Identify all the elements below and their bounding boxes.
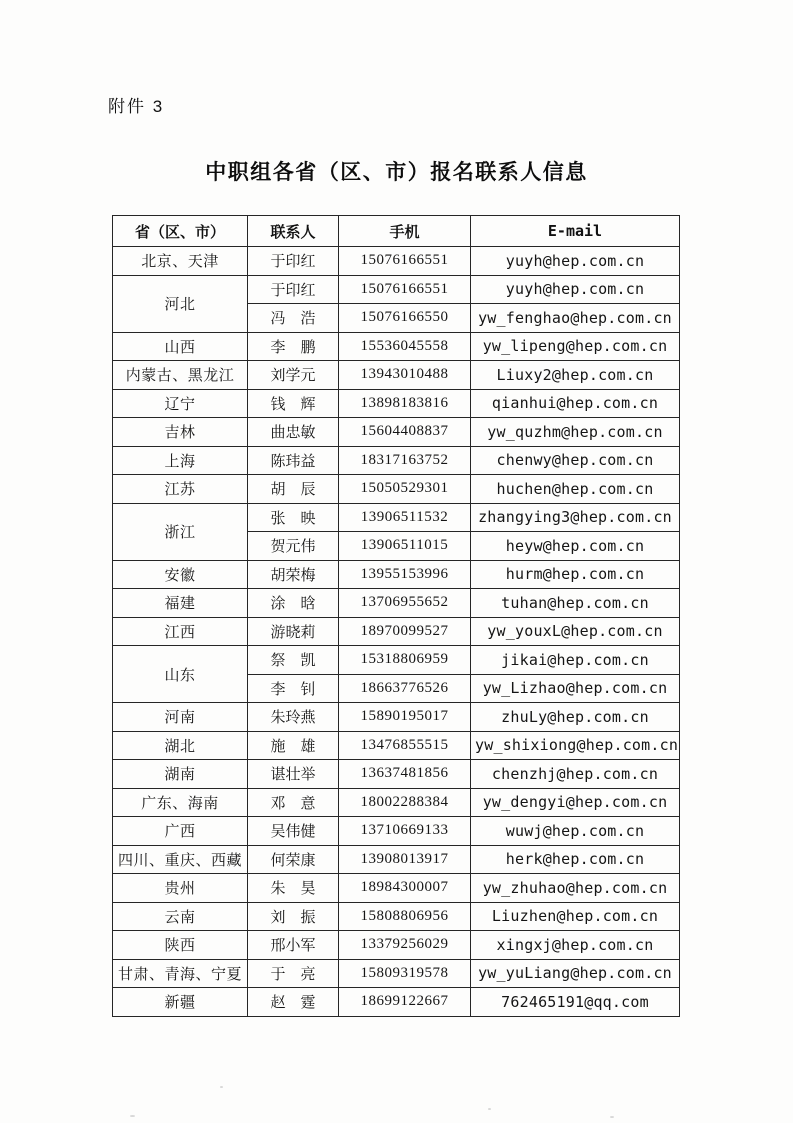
phone-cell: 15318806959 bbox=[339, 646, 471, 675]
province-cell: 福建 bbox=[113, 589, 248, 618]
contact-name-cell: 刘学元 bbox=[248, 361, 339, 390]
column-header-contact: 联系人 bbox=[248, 216, 339, 247]
table-row bbox=[113, 788, 680, 817]
table-row bbox=[113, 475, 680, 504]
contact-name-cell: 贺元伟 bbox=[248, 532, 339, 561]
phone-cell: 13710669133 bbox=[339, 817, 471, 846]
contact-name-cell: 祭 凯 bbox=[248, 646, 339, 675]
column-header-phone: 手机 bbox=[339, 216, 471, 247]
province-cell: 湖南 bbox=[113, 760, 248, 789]
contact-name-cell: 曲忠敏 bbox=[248, 418, 339, 447]
email-cell: heyw@hep.com.cn bbox=[471, 532, 680, 561]
contact-name-cell: 邓 意 bbox=[248, 788, 339, 817]
table-row bbox=[113, 988, 680, 1017]
phone-cell: 15604408837 bbox=[339, 418, 471, 447]
phone-cell: 15809319578 bbox=[339, 959, 471, 988]
attachment-label: 附件 3 bbox=[108, 97, 165, 116]
province-cell: 山西 bbox=[113, 332, 248, 361]
province-cell: 四川、重庆、西藏 bbox=[113, 845, 248, 874]
table-row bbox=[113, 902, 680, 931]
table-row bbox=[113, 845, 680, 874]
contact-name-cell: 于 亮 bbox=[248, 959, 339, 988]
column-header-email: E-mail bbox=[471, 216, 680, 247]
phone-cell: 18984300007 bbox=[339, 874, 471, 903]
phone-cell: 15076166551 bbox=[339, 275, 471, 304]
province-cell: 江西 bbox=[113, 617, 248, 646]
phone-cell: 15050529301 bbox=[339, 475, 471, 504]
province-cell: 广东、海南 bbox=[113, 788, 248, 817]
province-cell: 河南 bbox=[113, 703, 248, 732]
table-row bbox=[113, 731, 680, 760]
email-cell: 762465191@qq.com bbox=[471, 988, 680, 1017]
phone-cell: 13955153996 bbox=[339, 560, 471, 589]
contact-name-cell: 胡 辰 bbox=[248, 475, 339, 504]
email-cell: yuyh@hep.com.cn bbox=[471, 247, 680, 276]
province-cell: 云南 bbox=[113, 902, 248, 931]
scan-noise bbox=[610, 1116, 614, 1118]
contact-name-cell: 钱 辉 bbox=[248, 389, 339, 418]
province-cell: 陕西 bbox=[113, 931, 248, 960]
scan-noise bbox=[220, 1086, 223, 1088]
column-header-province: 省（区、市） bbox=[113, 216, 248, 247]
table-row bbox=[113, 931, 680, 960]
province-cell: 湖北 bbox=[113, 731, 248, 760]
email-cell: tuhan@hep.com.cn bbox=[471, 589, 680, 618]
phone-cell: 15536045558 bbox=[339, 332, 471, 361]
email-cell: herk@hep.com.cn bbox=[471, 845, 680, 874]
email-cell: yw_shixiong@hep.com.cn bbox=[471, 731, 680, 760]
phone-cell: 13637481856 bbox=[339, 760, 471, 789]
contact-name-cell: 吴伟健 bbox=[248, 817, 339, 846]
contact-name-cell: 李 鹏 bbox=[248, 332, 339, 361]
table-row bbox=[113, 589, 680, 618]
phone-cell: 13476855515 bbox=[339, 731, 471, 760]
province-cell: 河北 bbox=[113, 275, 248, 332]
email-cell: yw_yuLiang@hep.com.cn bbox=[471, 959, 680, 988]
table-row bbox=[113, 389, 680, 418]
province-cell: 新疆 bbox=[113, 988, 248, 1017]
contact-name-cell: 张 映 bbox=[248, 503, 339, 532]
province-cell: 江苏 bbox=[113, 475, 248, 504]
email-cell: chenzhj@hep.com.cn bbox=[471, 760, 680, 789]
scan-noise bbox=[488, 1108, 491, 1110]
contact-name-cell: 朱玲燕 bbox=[248, 703, 339, 732]
email-cell: yw_dengyi@hep.com.cn bbox=[471, 788, 680, 817]
contact-name-cell: 赵 霆 bbox=[248, 988, 339, 1017]
table-row bbox=[113, 646, 680, 675]
email-cell: yw_youxL@hep.com.cn bbox=[471, 617, 680, 646]
phone-cell: 13906511532 bbox=[339, 503, 471, 532]
email-cell: zhuLy@hep.com.cn bbox=[471, 703, 680, 732]
contact-name-cell: 胡荣梅 bbox=[248, 560, 339, 589]
table-body bbox=[113, 247, 680, 1017]
phone-cell: 18970099527 bbox=[339, 617, 471, 646]
contact-name-cell: 游晓莉 bbox=[248, 617, 339, 646]
phone-cell: 13943010488 bbox=[339, 361, 471, 390]
email-cell: huchen@hep.com.cn bbox=[471, 475, 680, 504]
email-cell: zhangying3@hep.com.cn bbox=[471, 503, 680, 532]
email-cell: hurm@hep.com.cn bbox=[471, 560, 680, 589]
email-cell: yw_fenghao@hep.com.cn bbox=[471, 304, 680, 333]
table-row bbox=[113, 959, 680, 988]
email-cell: wuwj@hep.com.cn bbox=[471, 817, 680, 846]
province-cell: 辽宁 bbox=[113, 389, 248, 418]
phone-cell: 15890195017 bbox=[339, 703, 471, 732]
phone-cell: 18663776526 bbox=[339, 674, 471, 703]
table-row bbox=[113, 703, 680, 732]
table-row bbox=[113, 560, 680, 589]
table-row bbox=[113, 874, 680, 903]
contact-name-cell: 涂 晗 bbox=[248, 589, 339, 618]
province-cell: 贵州 bbox=[113, 874, 248, 903]
email-cell: Liuzhen@hep.com.cn bbox=[471, 902, 680, 931]
table-row bbox=[113, 617, 680, 646]
table-row bbox=[113, 760, 680, 789]
email-cell: yuyh@hep.com.cn bbox=[471, 275, 680, 304]
email-cell: yw_Lizhao@hep.com.cn bbox=[471, 674, 680, 703]
contact-name-cell: 于印红 bbox=[248, 275, 339, 304]
contact-name-cell: 邢小军 bbox=[248, 931, 339, 960]
contact-name-cell: 施 雄 bbox=[248, 731, 339, 760]
phone-cell: 13898183816 bbox=[339, 389, 471, 418]
table-row bbox=[113, 503, 680, 532]
province-cell: 上海 bbox=[113, 446, 248, 475]
table-row bbox=[113, 247, 680, 276]
phone-cell: 15076166551 bbox=[339, 247, 471, 276]
province-cell: 广西 bbox=[113, 817, 248, 846]
province-cell: 北京、天津 bbox=[113, 247, 248, 276]
contacts-table bbox=[112, 215, 680, 1017]
email-cell: xingxj@hep.com.cn bbox=[471, 931, 680, 960]
phone-cell: 18699122667 bbox=[339, 988, 471, 1017]
phone-cell: 18002288384 bbox=[339, 788, 471, 817]
province-cell: 安徽 bbox=[113, 560, 248, 589]
province-cell: 内蒙古、黑龙江 bbox=[113, 361, 248, 390]
table-row bbox=[113, 361, 680, 390]
table-row bbox=[113, 418, 680, 447]
contact-name-cell: 冯 浩 bbox=[248, 304, 339, 333]
province-cell: 浙江 bbox=[113, 503, 248, 560]
contact-name-cell: 谌壮举 bbox=[248, 760, 339, 789]
phone-cell: 13908013917 bbox=[339, 845, 471, 874]
province-cell: 甘肃、青海、宁夏 bbox=[113, 959, 248, 988]
contact-name-cell: 李 钊 bbox=[248, 674, 339, 703]
table-row bbox=[113, 275, 680, 304]
phone-cell: 13906511015 bbox=[339, 532, 471, 561]
phone-cell: 18317163752 bbox=[339, 446, 471, 475]
phone-cell: 13706955652 bbox=[339, 589, 471, 618]
phone-cell: 13379256029 bbox=[339, 931, 471, 960]
province-cell: 山东 bbox=[113, 646, 248, 703]
province-cell: 吉林 bbox=[113, 418, 248, 447]
contact-name-cell: 何荣康 bbox=[248, 845, 339, 874]
contact-name-cell: 刘 振 bbox=[248, 902, 339, 931]
email-cell: qianhui@hep.com.cn bbox=[471, 389, 680, 418]
table-header-row bbox=[113, 216, 680, 247]
email-cell: yw_lipeng@hep.com.cn bbox=[471, 332, 680, 361]
contact-name-cell: 陈玮益 bbox=[248, 446, 339, 475]
email-cell: jikai@hep.com.cn bbox=[471, 646, 680, 675]
contact-name-cell: 朱 昊 bbox=[248, 874, 339, 903]
page-title: 中职组各省（区、市）报名联系人信息 bbox=[205, 161, 588, 184]
email-cell: Liuxy2@hep.com.cn bbox=[471, 361, 680, 390]
email-cell: yw_zhuhao@hep.com.cn bbox=[471, 874, 680, 903]
table-row bbox=[113, 332, 680, 361]
scan-noise bbox=[130, 1115, 135, 1117]
contact-name-cell: 于印红 bbox=[248, 247, 339, 276]
email-cell: yw_quzhm@hep.com.cn bbox=[471, 418, 680, 447]
phone-cell: 15808806956 bbox=[339, 902, 471, 931]
table-row bbox=[113, 817, 680, 846]
table-row bbox=[113, 446, 680, 475]
email-cell: chenwy@hep.com.cn bbox=[471, 446, 680, 475]
phone-cell: 15076166550 bbox=[339, 304, 471, 333]
